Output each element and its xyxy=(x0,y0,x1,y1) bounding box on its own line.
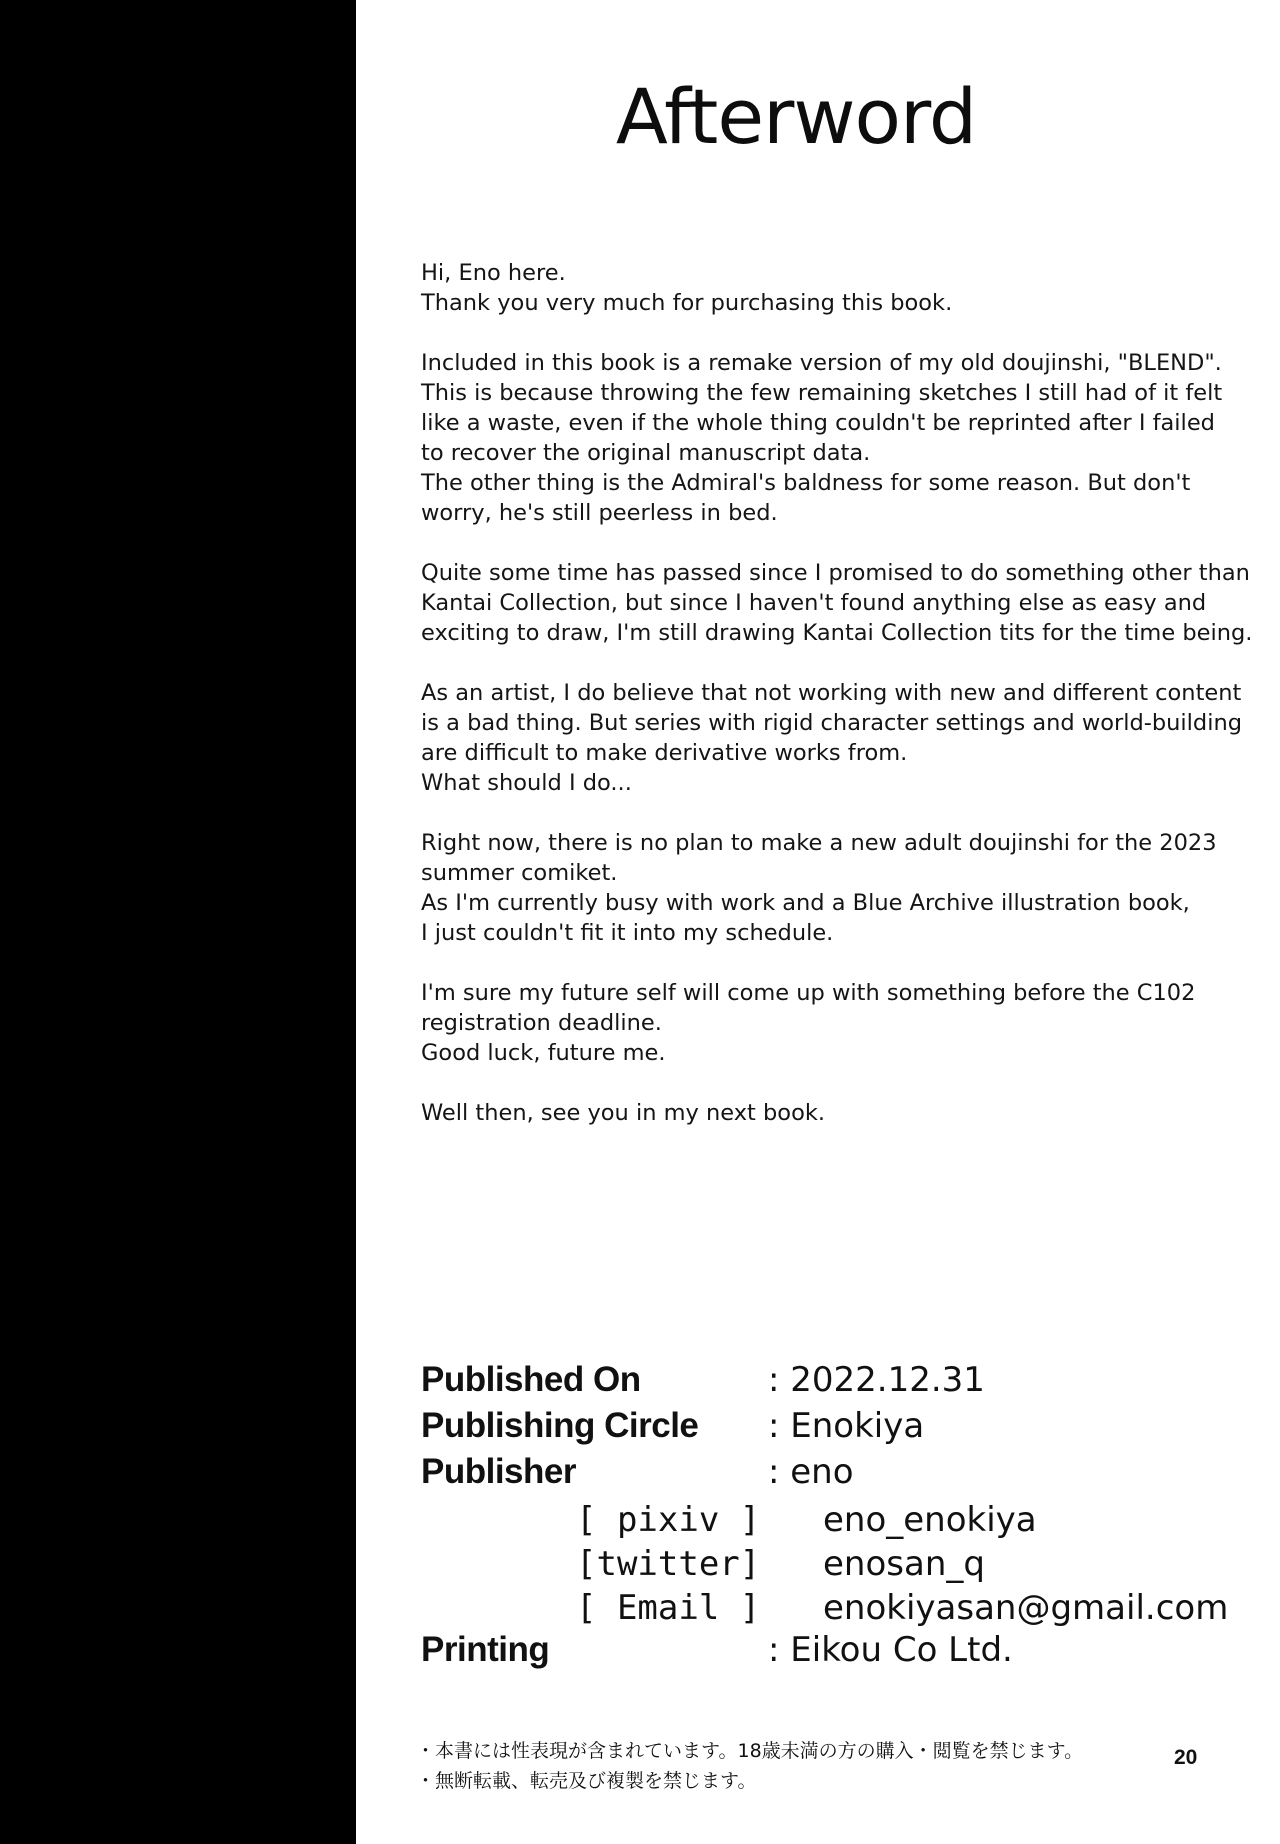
text-line: The other thing is the Admiral's baldness for some reason. But don't xyxy=(421,470,1191,496)
page-number: 20 xyxy=(1174,1746,1198,1769)
paragraph-plans xyxy=(421,828,1221,948)
legal-notice xyxy=(416,1736,1216,1796)
page-title: Afterword xyxy=(615,72,977,161)
twitter-label: [twitter] xyxy=(576,1544,761,1584)
paragraph-closing xyxy=(421,1098,1221,1128)
text-line: Kantai Collection, but since I haven't found anything else as easy and xyxy=(421,590,1207,616)
paragraph-greeting xyxy=(421,258,1221,318)
published-on-value: : 2022.12.31 xyxy=(768,1360,985,1400)
paragraph-future xyxy=(421,978,1221,1068)
text-line: Included in this book is a remake version of my old doujinshi, "BLEND". xyxy=(421,350,1222,376)
paragraph-kancolle xyxy=(421,558,1253,648)
pixiv-handle: eno_enokiya xyxy=(823,1500,1037,1540)
contact-row-pixiv xyxy=(421,1498,1221,1542)
publisher-label: Publisher xyxy=(421,1452,576,1491)
publishing-circle-value: : Enokiya xyxy=(768,1406,925,1446)
email-address: enokiyasan@gmail.com xyxy=(823,1588,1229,1628)
text-line: What should I do... xyxy=(421,770,632,796)
contact-row-twitter xyxy=(421,1542,1221,1586)
colophon-row-circle xyxy=(421,1406,1221,1452)
text-line: registration deadline. xyxy=(421,1010,662,1036)
colophon-row-published-on xyxy=(421,1360,1221,1406)
text-line: are difficult to make derivative works from. xyxy=(421,740,908,766)
colophon xyxy=(421,1360,1229,1676)
text-line: Quite some time has passed since I promised to do something other than xyxy=(421,560,1250,586)
pixiv-label: [ pixiv ] xyxy=(576,1500,761,1540)
contact-row-email xyxy=(421,1586,1229,1630)
text-line: like a waste, even if the whole thing couldn't be reprinted after I failed xyxy=(421,410,1215,436)
colophon-row-printing xyxy=(421,1630,1221,1676)
afterword-page xyxy=(356,0,1280,1844)
printing-label: Printing xyxy=(421,1630,550,1669)
publisher-value: : eno xyxy=(768,1452,854,1492)
text-line: Well then, see you in my next book. xyxy=(421,1100,826,1126)
text-line: is a bad thing. But series with rigid character settings and world-building xyxy=(421,710,1243,736)
black-side-panel xyxy=(0,0,356,1844)
reproduction-notice: ・無断転載、転売及び複製を禁じます。 xyxy=(416,1770,757,1792)
text-line: I just couldn't fit it into my schedule. xyxy=(421,920,834,946)
text-line: As an artist, I do believe that not working with new and different content xyxy=(421,680,1242,706)
email-label: [ Email ] xyxy=(576,1588,761,1628)
text-line: summer comiket. xyxy=(421,860,618,886)
colophon-row-publisher xyxy=(421,1452,1221,1498)
twitter-handle: enosan_q xyxy=(823,1544,985,1584)
published-on-label: Published On xyxy=(421,1360,641,1399)
paragraph-artist xyxy=(421,678,1243,798)
text-line: Hi, Eno here. xyxy=(421,260,566,286)
text-line: As I'm currently busy with work and a Blue Archive illustration book, xyxy=(421,890,1190,916)
printing-value: : Eikou Co Ltd. xyxy=(768,1630,1013,1670)
text-line: Good luck, future me. xyxy=(421,1040,666,1066)
publishing-circle-label: Publishing Circle xyxy=(421,1406,699,1445)
text-line: Right now, there is no plan to make a new adult doujinshi for the 2023 xyxy=(421,830,1217,856)
age-restriction-notice: ・本書には性表現が含まれています。18歳未満の方の購入・閲覧を禁じます。 xyxy=(416,1740,1084,1762)
text-line: I'm sure my future self will come up with something before the C102 xyxy=(421,980,1196,1006)
text-line: Thank you very much for purchasing this book. xyxy=(421,290,953,316)
afterword-body xyxy=(421,258,1253,1158)
paragraph-remake xyxy=(421,348,1221,528)
text-line: exciting to draw, I'm still drawing Kantai Collection tits for the time being. xyxy=(421,620,1253,646)
text-line: to recover the original manuscript data. xyxy=(421,440,871,466)
text-line: worry, he's still peerless in bed. xyxy=(421,500,778,526)
text-line: This is because throwing the few remaining sketches I still had of it felt xyxy=(421,380,1223,406)
